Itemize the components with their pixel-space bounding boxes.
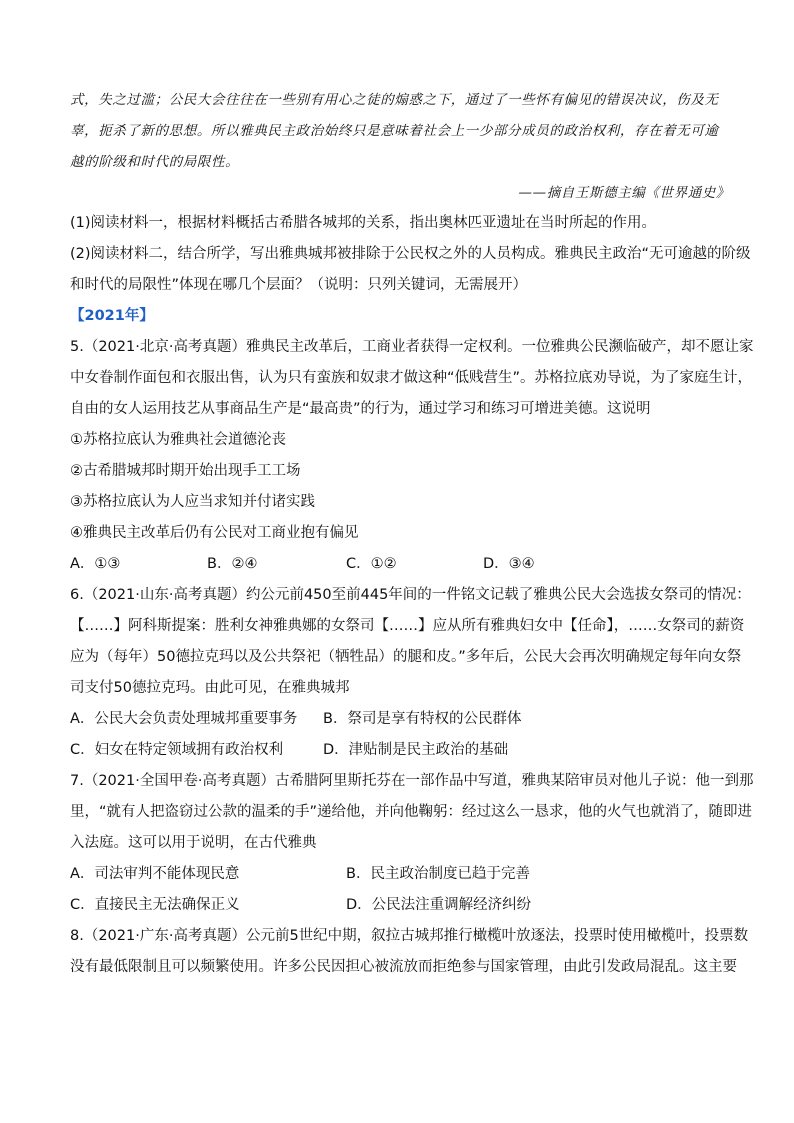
- option-c: C．妇女在特定领域拥有政治权利: [70, 742, 284, 758]
- question-stem: 自由的女人运用技艺从事商品生产是“最高贵”的行为，通过学习和练习可增进美德。这说明: [70, 401, 651, 417]
- statement-1: ①苏格拉底认为雅典社会道德沦丧: [70, 432, 286, 448]
- statement-4: ④雅典民主改革后仍有公民对工商业抱有偏见: [70, 525, 359, 541]
- options-row: [70, 554, 730, 574]
- question-stem: 里，“就有人把盗窃过公款的温柔的手”递给他，并向他鞠躬：经过这么一恳求，他的火气也就消了，随即进: [70, 804, 753, 820]
- option-d: D．③④: [483, 556, 535, 572]
- passage-material-two: [70, 90, 730, 203]
- question-stem: 【……】阿科斯提案：胜利女神雅典娜的女祭司【……】应从所有雅典妇女中【任命】，……女祭司的薪资: [70, 618, 745, 634]
- passage-line: 辜，扼杀了新的思想。所以雅典民主政治始终只是意味着社会上一少部分成员的政治权利，存在着无可逾: [70, 123, 719, 139]
- statement-3: ③苏格拉底认为人应当求知并付诸实践: [70, 494, 315, 510]
- question-5: [70, 337, 754, 574]
- option-c: C．①②: [346, 556, 397, 572]
- passage-line: 式，失之过滥；公民大会往往在一些别有用心之徒的煽惑之下，通过了一些怀有偏见的错误决议，伤及无: [70, 92, 719, 108]
- options-row: [70, 895, 730, 915]
- question-stem: 5.（2021·北京·高考真题）雅典民主改革后，工商业者获得一定权利。一位雅典公民濒临破产，却不愿让家: [70, 339, 754, 355]
- option-c: C．直接民主无法确保正义: [70, 897, 240, 913]
- question-stem: 没有最低限制且可以频繁使用。许多公民因担心被流放而拒绝参与国家管理，由此引发政局混乱。这主要: [70, 959, 737, 975]
- subquestion-2-cont: 和时代的局限性”体现在哪几个层面？（说明：只列关键词，无需展开）: [70, 277, 528, 293]
- question-stem: 入法庭。这可以用于说明，在古代雅典: [70, 835, 317, 851]
- passage-line: 越的阶级和时代的局限性。: [70, 154, 240, 170]
- statement-2: ②古希腊城邦时期开始出现手工工场: [70, 463, 301, 479]
- option-a: A．公民大会负责处理城邦重要事务: [70, 711, 298, 727]
- question-stem: 司支付50德拉克玛。由此可见，在雅典城邦: [70, 680, 350, 696]
- exam-page: [70, 90, 754, 977]
- option-a: A．①③: [70, 556, 121, 572]
- question-7: [70, 771, 754, 915]
- year-heading: 【2021年】: [70, 308, 154, 324]
- q4-subquestions: [70, 213, 751, 295]
- options-row: [70, 740, 730, 760]
- option-d: D．公民法注重调解经济纠纷: [346, 897, 532, 913]
- question-stem: 应为（每年）50德拉克玛以及公共祭祀（牺牲品）的腿和皮。”多年后，公民大会再次明确规定每年向女祭: [70, 649, 742, 665]
- question-6: [70, 585, 751, 760]
- subquestion-1: (1)阅读材料一，根据材料概括古希腊各城邦的关系，指出奥林匹亚遗址在当时所起的作用。: [70, 215, 657, 231]
- option-b: B．祭司是享有特权的公民群体: [323, 711, 522, 727]
- question-stem: 7.（2021·全国甲卷·高考真题）古希腊阿里斯托芬在一部作品中写道，雅典某陪审员对他儿子说：他一到那: [70, 773, 754, 789]
- question-8: [70, 926, 749, 977]
- option-a: A．司法审判不能体现民意: [70, 866, 240, 882]
- options-row: [70, 709, 730, 729]
- question-stem: 8.（2021·广东·高考真题）公元前5世纪中期，叙拉古城邦推行橄榄叶放逐法，投票时使用橄榄叶，投票数: [70, 928, 749, 944]
- subquestion-2: (2)阅读材料二，结合所学，写出雅典城邦被排除于公民权之外的人员构成。雅典民主政治“无可逾越的阶级: [70, 246, 751, 262]
- option-b: B．②④: [207, 556, 258, 572]
- option-d: D．津贴制是民主政治的基础: [323, 742, 509, 758]
- option-b: B．民主政治制度已趋于完善: [346, 866, 530, 882]
- options-row: [70, 864, 730, 884]
- question-stem: 6.（2021·山东·高考真题）约公元前450至前445年间的一件铭文记载了雅典公民大会选拔女祭司的情况：: [70, 587, 751, 603]
- passage-source: ——摘自王斯德主编《世界通史》: [518, 185, 730, 201]
- question-stem: 中女眷制作面包和衣服出售，认为只有蛮族和奴隶才做这种“低贱营生”。苏格拉底劝导说，为了家庭生计，: [70, 370, 753, 386]
